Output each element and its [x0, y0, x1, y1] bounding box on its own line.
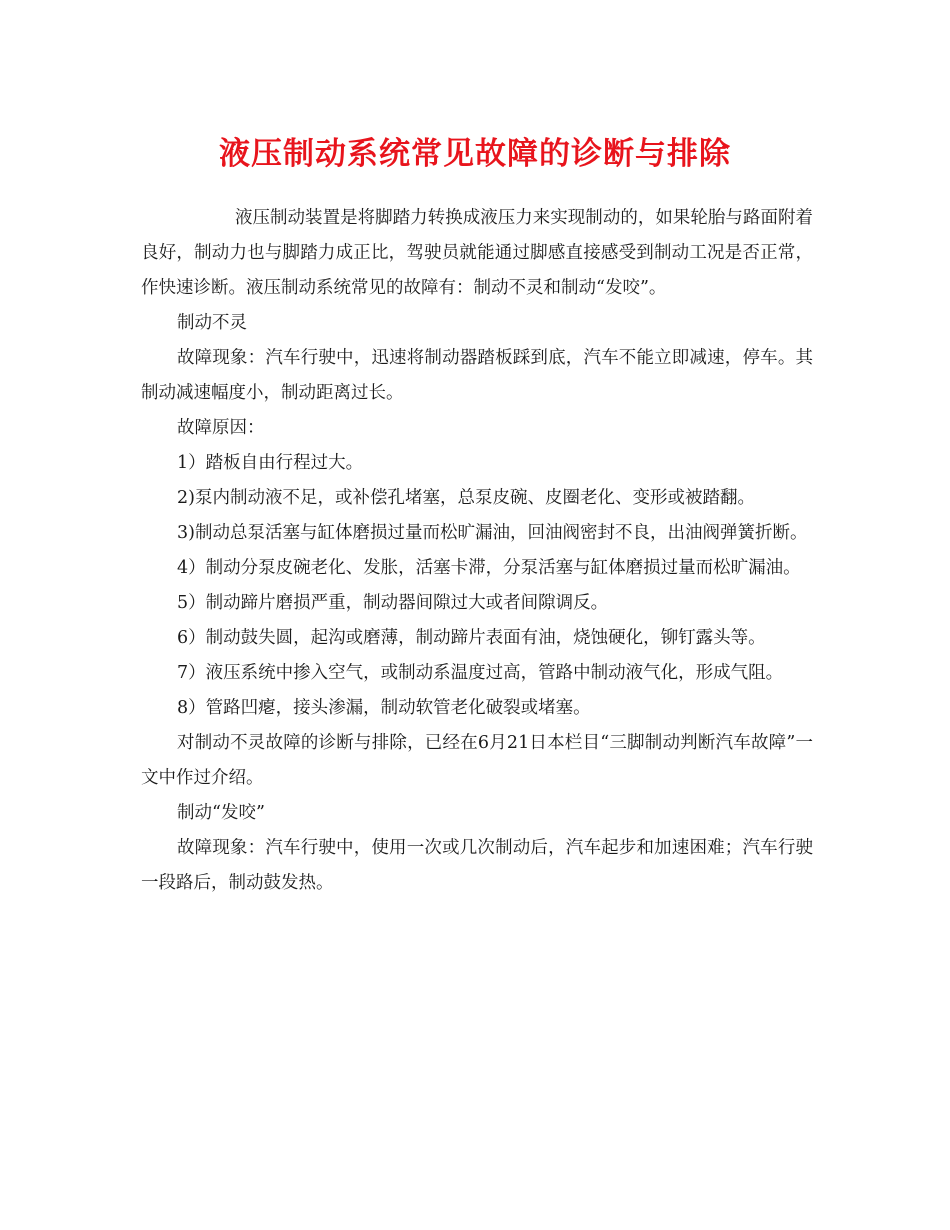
intro-paragraph: 液压制动装置是将脚踏力转换成液压力来实现制动的，如果轮胎与路面附着良好，制动力也与脚踏力成正比，驾驶员就能通过脚感直接感受到制动工况是否正常，作快速诊断。液压制动系统常见的故障有：制动不灵和制动“发咬”。	[141, 208, 813, 298]
cause-item-1: 1）踏板自由行程过大。	[177, 453, 364, 473]
section-heading-brake-failure: 制动不灵	[177, 313, 247, 333]
symptom-paragraph: 故障现象：汽车行驶中，迅速将制动器踏板踩到底，汽车不能立即减速，停车。其制动减速幅度小，制动距离过长。	[141, 348, 813, 403]
reference-paragraph: 对制动不灵故障的诊断与排除，已经在6月21日本栏目“三脚制动判断汽车故障”一文中作过介绍。	[141, 733, 813, 788]
cause-item-7: 7）液压系统中掺入空气，或制动系温度过高，管路中制动液气化，形成气阻。	[177, 663, 784, 683]
cause-item-6: 6）制动鼓失圆，起沟或磨薄，制动蹄片表面有油，烧蚀硬化，铆钉露头等。	[177, 628, 766, 648]
section-heading-brake-drag: 制动“发咬”	[177, 803, 265, 823]
drag-symptom-paragraph: 故障现象：汽车行驶中，使用一次或几次制动后，汽车起步和加速困难；汽车行驶一段路后，制动鼓发热。	[141, 838, 813, 893]
cause-heading: 故障原因：	[177, 418, 265, 438]
cause-item-5: 5）制动蹄片磨损严重，制动器间隙过大或者间隙调反。	[177, 593, 609, 613]
cause-item-3: 3)制动总泵活塞与缸体磨损过量而松旷漏油，回油阀密封不良，出油阀弹簧折断。	[177, 523, 808, 543]
document-body	[141, 201, 813, 901]
cause-item-8: 8）管路凹瘪，接头渗漏，制动软管老化破裂或堵塞。	[177, 698, 591, 718]
cause-item-4: 4）制动分泵皮碗老化、发胀，活塞卡滞，分泵活塞与缸体磨损过量而松旷漏油。	[177, 558, 801, 578]
document-title: 液压制动系统常见故障的诊断与排除	[219, 136, 731, 172]
cause-item-2: 2)泵内制动液不足，或补偿孔堵塞，总泵皮碗、皮圈老化、变形或被踏翻。	[177, 488, 755, 508]
